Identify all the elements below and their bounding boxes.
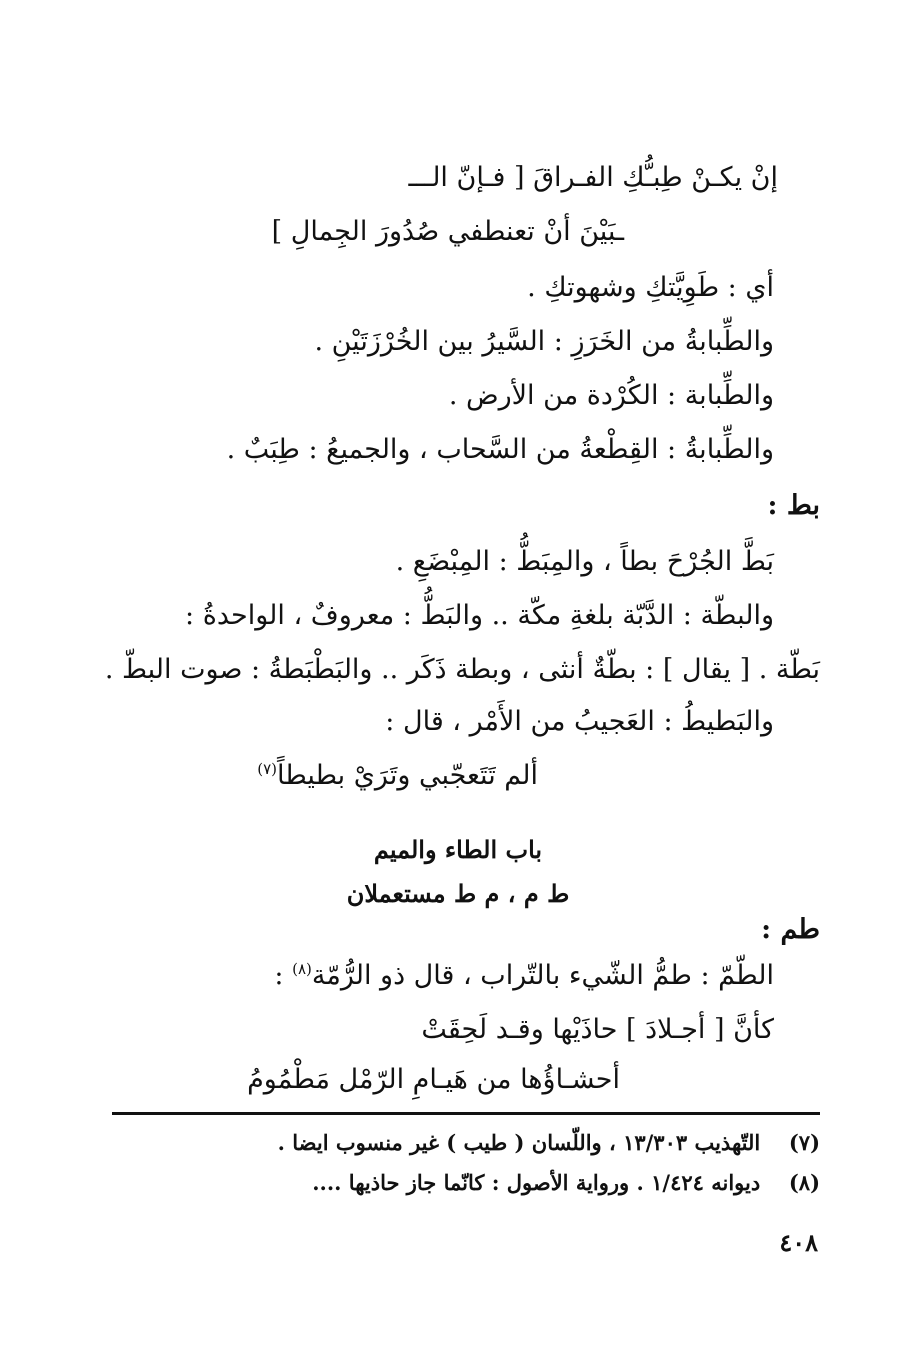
verse-line: ـبَيْنَ أنْ تعنطفي صُدُورَ الجِمالِ ] [271,216,624,247]
text-line: بَطَّ الجُرْحَ بطاً ، والمِبَطُّ : المِبْضَعِ . [395,546,774,577]
footnote-text: ديوانه ١/٤٢٤ . ورواية الأصول : كانّما جاز حاذيها .... [312,1170,761,1195]
text-line: أي : طَوِيَّتكِ وشهوتكِ . [527,272,774,303]
text-line: بَطّة . [ يقال ] : بطّةٌ أنثى ، وبطة ذَكَر .. والبَطْبَطةُ : صوت البطّ . [104,654,820,685]
verse-line: أحشـاؤُها من هَيـامِ الرّمْل مَطْمُومُ [247,1064,620,1095]
page-number: ٤٠٨ [779,1228,818,1257]
verse-line [257,756,538,796]
footnote [312,1168,820,1198]
text-line: والطِّبابةُ من الخَرَزِ : السَّيرُ بين الخُرْزَتَيْنِ . [314,326,774,357]
text-line [274,956,774,996]
text-line: والبَطيطُ : العَجيبُ من الأَمْر ، قال : [385,706,774,737]
footnote-number: (٨) [788,1170,820,1195]
verse-line: كأنَّ [ أجـلادَ ] حاذَيْها وقـد لَحِقَتْ [421,1014,774,1045]
footnote [278,1128,820,1158]
text-line: والطِّبابةُ : القِطْعةُ من السَّحاب ، والجميعُ : طِبَبٌ . [226,434,774,465]
verse-text: ألم تَتَعجّبي وتَرَيْ بطيطاً [277,760,538,791]
entry-head: بط : [767,490,820,521]
footnote-number: (٧) [788,1130,820,1155]
footnote-text: التّهذيب ١٣/٣٠٣ ، واللّسان ( طيب ) غير منسوب ايضا . [277,1130,761,1155]
footnote-divider [112,1112,820,1115]
footnote-ref: (٧) [257,760,278,778]
text: الطّمّ : طمُّ الشّيء بالتّراب ، قال ذو الرُّمّة [311,960,774,991]
chapter-subtitle: ط م ، م ط مستعملان [346,879,570,908]
text-line: والطِّبابة : الكُرْدة من الأرض . [448,380,774,411]
verse-line: إنْ يكـنْ طِبـُّكِ الفـراقَ [ فـإنّ الـــ [408,162,778,193]
text: : [274,960,293,991]
entry-head: طم : [761,914,820,945]
chapter-title: باب الطاء والميم [373,835,543,864]
footnote-ref: (٨) [292,960,312,978]
text-line: والبطّة : الدَّبّة بلغةِ مكّة .. والبَطُّ : معروفٌ ، الواحدةُ : [185,600,774,631]
